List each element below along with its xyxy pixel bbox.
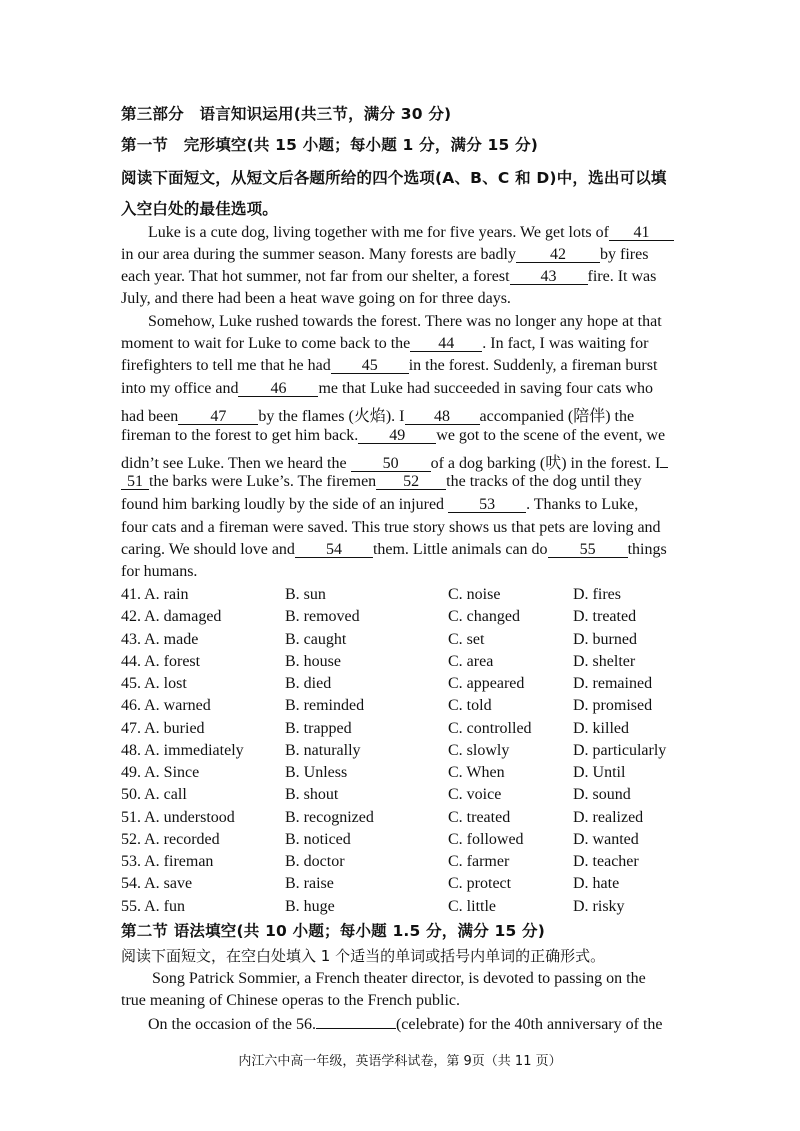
passage2-line: true meaning of Chinese operas to the French public. (121, 992, 461, 1009)
blank-42: 42 (516, 247, 600, 263)
option-b: B. recognized (285, 808, 374, 826)
option-c: C. When (448, 764, 505, 781)
option-d: D. wanted (573, 830, 639, 848)
option-a: 46. A. warned (121, 697, 211, 715)
blank-51: 51 (121, 474, 149, 490)
option-c: C. farmer (448, 853, 510, 870)
option-a: 41. A. rain (121, 586, 189, 603)
option-a: 49. A. Since (121, 764, 200, 781)
option-b: B. noticed (285, 830, 351, 848)
option-a: 55. A. fun (121, 897, 185, 915)
instruction2: 阅读下面短文，在空白处填入 1 个适当的单词或括号内单词的正确形式。 (121, 947, 606, 965)
option-a: 44. A. forest (121, 652, 201, 670)
page-footer: 内江六中高一年级，英语学科试卷，第 9页（共 11 页） (238, 1054, 562, 1069)
option-b: B. naturally (285, 741, 361, 759)
passage2-line: On the occasion of the 56. (celebrate) for the 40th anniversary of the (148, 1016, 663, 1033)
passage-line: Luke is a cute dog, living together with me for five years. We get lots of 41 (148, 224, 674, 242)
option-a: 47. A. buried (121, 719, 205, 737)
instruction1-line1: 阅读下面短文，从短文后各题所给的四个选项(A、B、C 和 D)中，选出可以填 (121, 169, 667, 187)
blank-56 (316, 1028, 396, 1029)
blank-55: 55 (548, 542, 628, 558)
passage-line: had been 47 by the flames (火焰). I 48 accompanied (陪伴) the (121, 408, 635, 425)
option-b: B. removed (285, 608, 360, 626)
option-d: D. fires (573, 586, 621, 603)
blank-43: 43 (510, 269, 588, 285)
blank-54: 54 (295, 542, 373, 558)
blank-48: 48 (405, 409, 480, 425)
blank-47: 47 (178, 409, 258, 425)
passage-line: four cats and a fireman were saved. This true story shows us that pets are loving and (121, 519, 661, 536)
option-d: D. killed (573, 719, 629, 737)
option-c: C. set (448, 630, 485, 648)
option-c: C. controlled (448, 719, 532, 737)
option-d: D. sound (573, 786, 631, 804)
section1-title: 第一节 完形填空(共 15 小题；每小题 1 分，满分 15 分) (121, 136, 539, 154)
option-c: C. voice (448, 786, 502, 804)
option-b: B. house (285, 652, 341, 670)
option-a: 50. A. call (121, 786, 187, 804)
blank-41: 41 (609, 225, 674, 241)
option-d: D. treated (573, 608, 637, 626)
blank-45: 45 (331, 358, 409, 374)
option-c: C. noise (448, 586, 501, 603)
option-c: C. appeared (448, 675, 525, 692)
blank-52: 52 (376, 474, 446, 490)
option-d: D. shelter (573, 652, 636, 670)
blank-49: 49 (358, 428, 436, 444)
passage-line: Somehow, Luke rushed towards the forest. There was no longer any hope at that (148, 313, 662, 330)
option-c: C. protect (448, 875, 512, 893)
passage-line: moment to wait for Luke to come back to the 44 . In fact, I was waiting for (121, 335, 649, 352)
passage-line: July, and there had been a heat wave going on for three days. (121, 290, 511, 307)
blank-53: 53 (448, 497, 526, 513)
option-d: D. Until (573, 764, 626, 781)
option-b: B. shout (285, 786, 339, 804)
option-d: D. burned (573, 630, 637, 648)
option-d: D. teacher (573, 853, 639, 870)
option-a: 43. A. made (121, 630, 199, 648)
option-a: 54. A. save (121, 875, 193, 893)
option-d: D. risky (573, 897, 625, 915)
option-a: 48. A. immediately (121, 741, 244, 759)
option-c: C. changed (448, 608, 520, 626)
option-c: C. followed (448, 830, 524, 848)
option-b: B. died (285, 675, 332, 692)
option-d: D. remained (573, 675, 653, 692)
option-a: 53. A. fireman (121, 853, 214, 870)
option-d: D. hate (573, 875, 620, 893)
option-a: 45. A. lost (121, 675, 187, 692)
option-c: C. little (448, 897, 496, 915)
passage-line: caring. We should love and 54 them. Little animals can do 55 things (121, 541, 667, 558)
option-a: 51. A. understood (121, 808, 235, 826)
passage-line: firefighters to tell me that he had 45 in the forest. Suddenly, a fireman burst (121, 357, 658, 374)
passage-line: fireman to the forest to get him back. 49 we got to the scene of the event, we (121, 427, 666, 444)
option-b: B. raise (285, 875, 334, 893)
option-b: B. trapped (285, 719, 352, 737)
option-b: B. huge (285, 897, 335, 915)
option-b: B. Unless (285, 764, 348, 781)
option-c: C. area (448, 652, 494, 670)
passage-line: into my office and 46 me that Luke had succeeded in saving four cats who (121, 380, 654, 397)
passage-line: didn’t see Luke. Then we heard the 50 of a dog barking (吠) in the forest. I (121, 450, 668, 473)
blank-44: 44 (410, 336, 482, 352)
passage-line: for humans. (121, 563, 198, 580)
passage2-line: Song Patrick Sommier, a French theater director, is devoted to passing on the (152, 970, 646, 987)
option-d: D. particularly (573, 741, 667, 759)
passage-line: in our area during the summer season. Many forests are badly 42 by fires (121, 246, 649, 263)
option-a: 42. A. damaged (121, 608, 222, 626)
passage-line: each year. That hot summer, not far from our shelter, a forest 43 fire. It was (121, 268, 657, 285)
option-c: C. slowly (448, 741, 510, 759)
option-b: B. sun (285, 586, 326, 603)
option-d: D. promised (573, 697, 653, 715)
part3-title: 第三部分 语言知识运用(共三节，满分 30 分) (121, 105, 452, 123)
option-c: C. told (448, 697, 492, 715)
option-c: C. treated (448, 808, 511, 826)
option-d: D. realized (573, 808, 644, 826)
passage-line: found him barking loudly by the side of an injured 53 . Thanks to Luke, (121, 496, 639, 513)
option-b: B. doctor (285, 853, 345, 870)
passage-line: 51 the barks were Luke’s. The firemen 52 the tracks of the dog until they (121, 473, 642, 491)
blank-50: 50 (351, 456, 431, 472)
option-b: B. reminded (285, 697, 365, 715)
blank-46: 46 (238, 381, 318, 397)
option-a: 52. A. recorded (121, 830, 220, 848)
instruction1-line2: 入空白处的最佳选项。 (121, 200, 279, 218)
option-b: B. caught (285, 630, 347, 648)
section2-title: 第二节 语法填空(共 10 小题；每小题 1.5 分，满分 15 分) (121, 922, 546, 940)
